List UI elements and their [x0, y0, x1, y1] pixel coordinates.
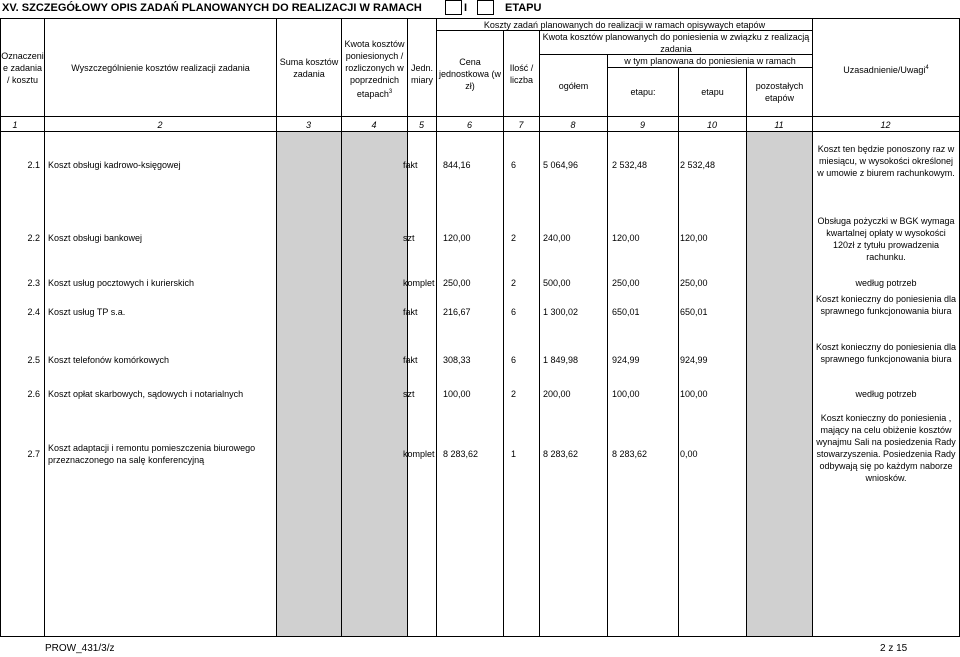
vline-2 — [276, 18, 277, 637]
row-note: Koszt konieczny do poniesienia dla sprawnego funkcjonowania biura — [815, 342, 957, 364]
row-total: 8 283,62 — [543, 449, 579, 459]
hdr-col4 — [342, 38, 407, 100]
row-total: 500,00 — [543, 278, 571, 288]
vline-8 — [607, 54, 608, 637]
row-etap2: 100,00 — [680, 389, 708, 399]
row-id: 2.3 — [27, 278, 40, 288]
hdr-etapu1: etapu: — [630, 87, 656, 97]
row-etap2: 0,00 — [680, 449, 698, 459]
row-desc: Koszt usług TP s.a. — [48, 307, 126, 317]
row-etap1: 924,99 — [612, 355, 640, 365]
row-unit: szt — [403, 233, 415, 243]
footer-page-number: 2 z 15 — [880, 643, 908, 654]
row-desc: Koszt obsługi kadrowo-księgowej — [48, 160, 181, 170]
row-price: 100,00 — [443, 389, 471, 399]
hdr-col2: Wyszczególnienie kosztów realizacji zadania — [71, 63, 250, 73]
row-etap2: 2 532,48 — [680, 160, 716, 170]
header-rule-c — [607, 67, 812, 68]
shade-col3 — [276, 131, 341, 637]
row-unit: fakt — [403, 355, 418, 365]
stage-checkbox-1[interactable] — [445, 0, 462, 15]
row-unit: fakt — [403, 160, 418, 170]
table-bottom-rule — [0, 636, 960, 637]
row-unit: komplet — [403, 278, 435, 288]
row-etap1: 8 283,62 — [612, 449, 648, 459]
row-note: Obsługa pożyczki w BGK wymaga kwartalnej opłaty w wysokości 120zł z tytułu prowadzenia rachunku. — [817, 216, 955, 262]
row-id: 2.1 — [27, 160, 40, 170]
vline-10 — [746, 67, 747, 637]
stage-roman: I — [464, 2, 468, 14]
row-etap1: 650,01 — [612, 307, 640, 317]
hdr-col4-sup: 3 — [388, 89, 393, 95]
row-desc: Koszt adaptacji i remontu pomieszczenia biurowego przeznaczonego na salę konferencyjną — [48, 443, 256, 465]
row-qty: 2 — [511, 278, 517, 288]
row-qty: 6 — [511, 355, 517, 365]
col-number: 8 — [570, 120, 576, 130]
col-number: 9 — [639, 120, 645, 130]
row-qty: 6 — [511, 307, 517, 317]
hdr-col12-sup: 4 — [925, 65, 929, 71]
hdr-col3: Suma kosztów zadania — [279, 57, 339, 79]
row-etap2: 250,00 — [680, 278, 708, 288]
col-number: 10 — [706, 120, 717, 130]
col-number: 1 — [12, 120, 18, 130]
row-unit: fakt — [403, 307, 418, 317]
vline-1 — [44, 18, 45, 637]
col-number: 6 — [466, 120, 472, 130]
hdr-col5: Jedn. miary — [410, 63, 434, 85]
vline-3 — [341, 18, 342, 637]
row-price: 308,33 — [443, 355, 471, 365]
vline-5 — [436, 18, 437, 637]
row-id: 2.4 — [27, 307, 40, 317]
col-number: 5 — [418, 120, 424, 130]
hdr-col12-text: Uzasadnienie/Uwagi — [843, 65, 926, 75]
row-id: 2.6 — [27, 389, 40, 399]
shade-col4 — [341, 131, 407, 637]
row-price: 250,00 — [443, 278, 471, 288]
hdr-col12 — [813, 62, 959, 76]
row-id: 2.5 — [27, 355, 40, 365]
col-number: 11 — [774, 120, 784, 130]
row-unit: szt — [403, 389, 415, 399]
stage-checkbox-2[interactable] — [477, 0, 494, 15]
row-unit: komplet — [403, 449, 435, 459]
hdr-costs-group: Koszty zadań planowanych do realizacji w ramach opisywaych etapów — [483, 20, 766, 30]
hdr-amount-group: Kwota kosztów planowanych do poniesienia w związku z realizacją zadania — [542, 32, 810, 54]
header-rule-e — [0, 131, 960, 132]
stage-label: ETAPU — [505, 2, 542, 14]
row-desc: Koszt telefonów komórkowych — [48, 355, 170, 365]
header-rule-d — [0, 116, 960, 117]
row-qty: 2 — [511, 389, 517, 399]
row-note: Koszt konieczny do poniesienia dla sprawnego funkcjonowania biura — [815, 294, 957, 316]
row-etap2: 120,00 — [680, 233, 708, 243]
row-etap1: 120,00 — [612, 233, 640, 243]
hdr-etapu2: etapu — [701, 87, 724, 97]
row-desc: Koszt obsługi bankowej — [48, 233, 143, 243]
row-etap2: 650,01 — [680, 307, 708, 317]
row-note: Koszt konieczny do poniesienia , mający na celu obiżenie kosztów wynajmu Sali na posiedzenia Rady stowarzyszenia. Posiedzenia Rady odbywają się po każdym naborze wniosków. — [816, 413, 956, 483]
row-price: 8 283,62 — [443, 449, 479, 459]
row-id: 2.7 — [27, 449, 40, 459]
hdr-pozostalych: pozostałych etapów — [755, 81, 804, 103]
row-qty: 2 — [511, 233, 517, 243]
hdr-col4-text: Kwota kosztów poniesionych / rozliczonych w poprzednich etapach — [344, 39, 405, 99]
row-qty: 1 — [511, 449, 517, 459]
hdr-col6: Cena jednostkowa (w zł) — [438, 57, 502, 91]
page-title: XV. SZCZEGÓŁOWY OPIS ZADAŃ PLANOWANYCH DO REALIZACJI W RAMACH — [2, 2, 422, 14]
col-number: 3 — [305, 120, 311, 130]
row-total: 5 064,96 — [543, 160, 579, 170]
row-total: 1 849,98 — [543, 355, 579, 365]
row-price: 216,67 — [443, 307, 471, 317]
hdr-subgroup: w tym planowana do poniesienia w ramach — [624, 56, 796, 66]
row-price: 120,00 — [443, 233, 471, 243]
row-etap2: 924,99 — [680, 355, 708, 365]
col-number: 12 — [880, 120, 891, 130]
row-id: 2.2 — [27, 233, 40, 243]
col-number: 4 — [371, 120, 377, 130]
hdr-ogolem: ogółem — [558, 81, 589, 91]
row-etap1: 250,00 — [612, 278, 640, 288]
vline-9 — [678, 67, 679, 637]
row-price: 844,16 — [443, 160, 471, 170]
row-total: 1 300,02 — [543, 307, 579, 317]
row-note: Koszt ten będzie ponoszony raz w miesiącu, w wysokości określonej w umowie z biurem rachunkowym. — [817, 144, 955, 178]
col-number: 2 — [157, 120, 163, 130]
vline-4 — [407, 18, 408, 637]
row-note: według potrzeb — [855, 278, 917, 288]
row-etap1: 100,00 — [612, 389, 640, 399]
hdr-col1: Oznaczeni e zadania / kosztu — [1, 51, 44, 85]
row-note: według potrzeb — [855, 389, 917, 399]
row-qty: 6 — [511, 160, 517, 170]
row-etap1: 2 532,48 — [612, 160, 648, 170]
footer-doc-id: PROW_431/3/z — [45, 643, 115, 654]
row-total: 240,00 — [543, 233, 571, 243]
vline-11 — [812, 18, 813, 637]
row-desc: Koszt opłat skarbowych, sądowych i notarialnych — [48, 389, 244, 399]
shade-col9 — [746, 131, 812, 637]
hdr-col7: Ilość / liczba — [509, 63, 534, 85]
row-total: 200,00 — [543, 389, 571, 399]
col-number: 7 — [518, 120, 524, 130]
vline-0 — [0, 18, 1, 637]
row-desc: Koszt usług pocztowych i kurierskich — [48, 278, 195, 288]
